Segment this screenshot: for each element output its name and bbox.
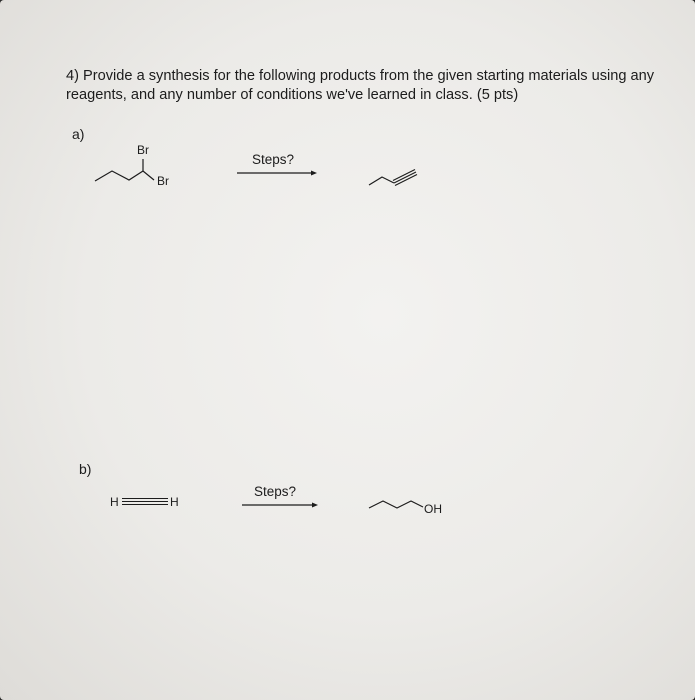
triple-bond-2 bbox=[395, 175, 417, 186]
bromine-atom-top: Br bbox=[137, 143, 149, 157]
part-a-steps-label: Steps? bbox=[252, 152, 295, 167]
hydrogen-atom-left: H bbox=[110, 495, 119, 509]
triple-bond-3 bbox=[393, 170, 415, 181]
part-b-label: b) bbox=[79, 461, 92, 477]
hydrogen-atom-right: H bbox=[170, 495, 179, 509]
alcohol-chain bbox=[369, 501, 423, 508]
part-a-label: a) bbox=[72, 126, 85, 142]
dibromide-chain bbox=[95, 171, 154, 181]
part-b-reaction-arrow bbox=[240, 500, 325, 510]
question-text: 4) Provide a synthesis for the following products from the given starting materials using any reagents, and any number of conditions we've learned in class. (5 pts) bbox=[66, 68, 655, 103]
alkyne-chain bbox=[369, 177, 394, 185]
part-b-product bbox=[364, 493, 454, 523]
bromine-atom-bottom: Br bbox=[157, 174, 169, 188]
triple-bond-1 bbox=[394, 172, 416, 183]
part-b-starting-material bbox=[108, 492, 188, 512]
part-a-reaction-arrow bbox=[235, 168, 320, 178]
part-b-steps-label: Steps? bbox=[254, 484, 297, 499]
part-a-product bbox=[364, 164, 424, 194]
part-a-starting-material bbox=[90, 138, 190, 193]
hydroxyl-group: OH bbox=[424, 502, 442, 516]
